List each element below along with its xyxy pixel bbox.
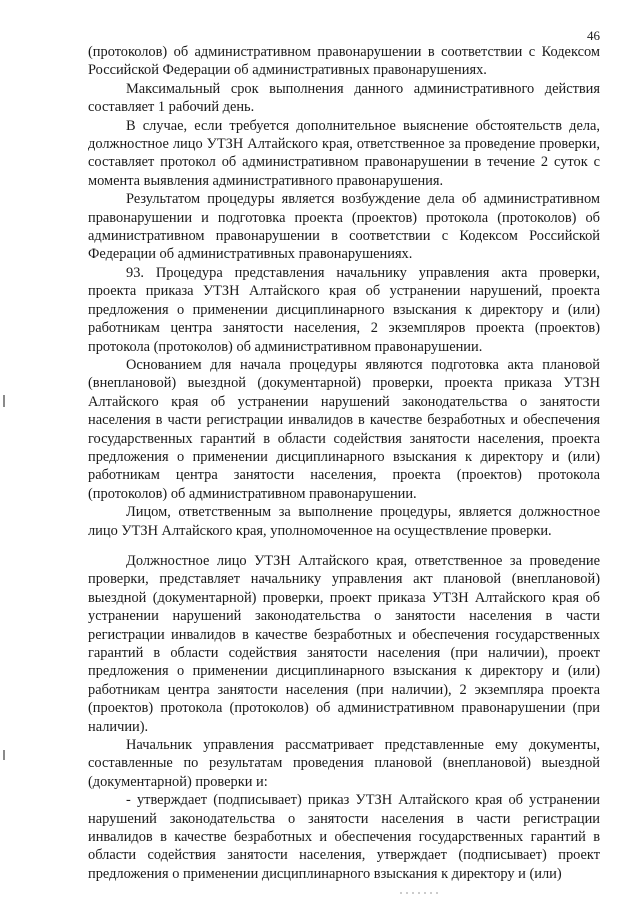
paragraph: Начальник управления рассматривает представленные ему документы, составленные по результатам проведения плановой (внеплановой) выездной (документарной) проверки и:	[88, 737, 600, 790]
scan-edge-mark	[3, 395, 5, 407]
paragraph: 93. Процедура представления начальнику управления акта проверки, проекта приказа УТЗН Алтайского края об устранении нарушений, проекта предложения о применении дисциплинарного взыскания к директору и (или) работникам центра занятости населения, 2 экземпляров проекта (проектов) протокола (протоколов) об административном правонарушении.	[88, 264, 600, 355]
paragraph: Максимальный срок выполнения данного административного действия составляет 1 рабочий день.	[88, 80, 600, 116]
document-body	[88, 43, 600, 883]
paragraph: Основанием для начала процедуры являются подготовка акта плановой (внеплановой) выездной (документарной) проверки, проекта приказа УТЗН Алтайского края об устранении нарушений законодательства о занятости населения в части регистрации инвалидов в качестве безработных и обеспечения государственных гарантий в области содействия занятости населения, проекта предложения о применении дисциплинарного взыскания к директору и (или) работникам центра занятости населения, проекта (проектов) протокола (протоколов) об административном правонарушении.	[88, 356, 600, 502]
paragraph: (протоколов) об административном правонарушении в соответствии с Кодексом Российской Федерации об административных правонарушениях.	[88, 44, 600, 79]
paragraph: Должностное лицо УТЗН Алтайского края, ответственное за проведение проверки, представляет начальнику управления акт плановой (внеплановой) выездной (документарной) проверки, проект приказа УТЗН Алтайского края об устранении нарушений законодательства о занятости населения в части регистрации инвалидов в качестве безработных и обеспечения государственных гарантий в области содействия занятости населения (при наличии), проект предложения о применении дисциплинарного взыскания к директору и (или) работникам центра занятости населения (при наличии), 2 экземпляра проекта (проектов) протокола (протоколов) об административном правонарушении (при наличии).	[88, 552, 600, 735]
paragraph: - утверждает (подписывает) приказ УТЗН Алтайского края об устранении нарушений законодательства о занятости населения в части регистрации инвалидов в качестве безработных и обеспечения государственных гарантий в области содействия занятости населения, утверждает (подписывает) проект предложения о применении дисциплинарного взыскания к директору и (или)	[88, 792, 600, 882]
page-number: 46	[587, 28, 600, 43]
scan-edge-mark	[3, 750, 5, 760]
paragraph: В случае, если требуется дополнительное выяснение обстоятельств дела, должностное лицо УТЗН Алтайского края, ответственное за проведение проверки, составляет протокол об административном правонарушении в течение 2 суток с момента выявления административного правонарушения.	[88, 117, 600, 189]
paragraph: Лицом, ответственным за выполнение процедуры, является должностное лицо УТЗН Алтайского края, уполномоченное на осуществление проверки.	[88, 504, 600, 539]
paragraph: Результатом процедуры является возбуждение дела об административном правонарушении и подготовка проекта (проектов) протокола (протоколов) об административном правонарушении в соответствии с Кодексом Российской Федерации об административных правонарушениях.	[88, 191, 600, 263]
